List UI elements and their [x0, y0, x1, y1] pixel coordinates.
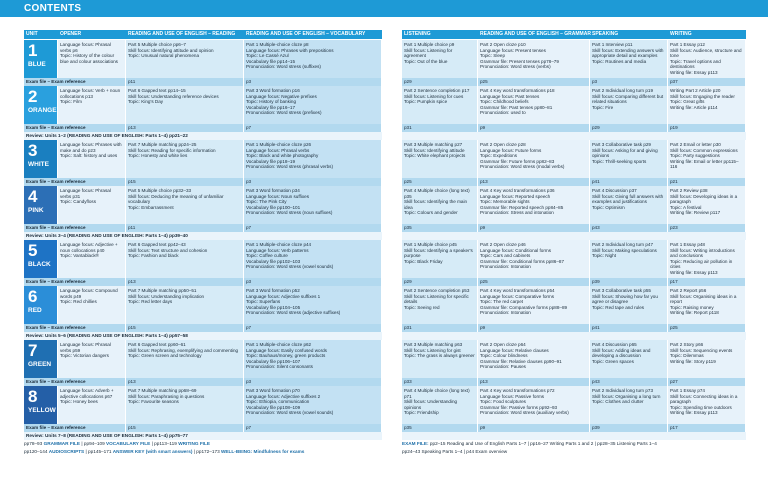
right-unit-row: [402, 386, 746, 424]
review-row: Review: Units 1–2 (READING AND USE OF ENGLISH: Parts 1–4) pp21–22: [24, 132, 382, 140]
footer-line: [24, 448, 304, 456]
unit-number: 5: [28, 241, 38, 260]
right-write-cell: Writing Part 2 Article p20 Skill focus: Engaging the reader Topic: Great gifts Writing file: Article p114: [668, 86, 745, 124]
exam-reference-page: p27: [668, 378, 745, 386]
footer-pages: | pp172–173: [192, 449, 221, 454]
right-listen-cell: Part 2 Sentence completion p17 Skill focus: Listening for cues Topic: Pumpkin spice: [402, 86, 477, 124]
left-reading-cell: Part 6 Gapped text pp14–15 Skill focus: Understanding reference devices Topic: King's Day: [126, 86, 243, 124]
right-contents-table: [402, 30, 746, 438]
exam-reference-page: p41: [590, 178, 667, 186]
exam-reference-page: p11: [126, 78, 243, 86]
right-exam-strip: [402, 324, 746, 332]
right-speak-cell: Part 3 Collaborative task p29 Skill focus: Asking for and giving opinions Topic: Thrill-seeking sports: [590, 140, 667, 178]
exam-reference-page: p3: [590, 78, 667, 86]
right-grammar-cell: Part 2 Open cloze p46 Language focus: Conditional forms Topic: Cars and cabinets Grammar file: Conditional forms pp86–87 Pronunciation: Intonation: [478, 240, 589, 278]
review-spacer: [402, 432, 746, 440]
exam-reference-page: p15: [126, 178, 243, 186]
left-header-0: UNIT: [26, 31, 38, 37]
unit-name: BLUE: [28, 61, 46, 68]
left-opener-cell: Language focus: Phrasal verbs p31 Topic: Candyfloss: [58, 186, 125, 224]
left-opener-cell: Language focus: Compound words p49 Topic: Red chillies: [58, 286, 125, 324]
right-speak-cell: Part 4 Discussion p37 Skill focus: Giving full answers with examples and justifications Topic: Optimism: [590, 186, 667, 224]
right-exam-strip: [402, 224, 746, 232]
exam-reference-page: p15: [126, 424, 243, 432]
exam-reference-page: p9: [478, 124, 589, 132]
footer-section-title: EXAM FILE:: [402, 441, 430, 446]
left-reading-cell: Part 5 Multiple choice pp6–7 Skill focus: Identifying attitude and opinion Topic: Unusual natural phenomena: [126, 40, 243, 78]
footer-left: [24, 440, 304, 456]
left-contents-table: [24, 30, 382, 438]
left-opener-cell: Language focus: Verb + noun collocations p13 Topic: Film: [58, 86, 125, 124]
footer-line: [402, 440, 657, 448]
right-unit-row: [402, 86, 746, 124]
exam-reference-page: p13: [126, 278, 243, 286]
exam-reference-page: p41: [590, 324, 667, 332]
right-header-row: [402, 30, 746, 39]
right-unit-row: [402, 286, 746, 324]
exam-reference-page: p25: [478, 78, 589, 86]
left-reading-cell: Part 7 Multiple matching pp50–51 Skill focus: Understanding implication Topic: Red letter days: [126, 286, 243, 324]
footer-pages: pp24–43 Speaking Parts 1–4 | p44 Exam overview: [402, 449, 508, 454]
footer-pages: | pp145–171: [84, 449, 113, 454]
review-spacer: [402, 232, 746, 240]
exam-reference-page: p35: [402, 424, 477, 432]
exam-reference-page: p3: [244, 78, 381, 86]
right-speak-cell: Part 1 Interview p11 Skill focus: Extending answers with appropriate detail and examples Topic: Routines and media: [590, 40, 667, 78]
exam-reference-page: p17: [668, 278, 745, 286]
right-listen-cell: Part 1 Multiple choice p9 Skill focus: Listening for agreement Topic: Out of the blue: [402, 40, 477, 78]
unit-number: 3: [28, 141, 38, 160]
left-unit-row: [24, 240, 382, 278]
footer-right: [402, 440, 657, 456]
review-spacer: [402, 332, 746, 340]
left-opener-cell: Language focus: Adverb + adjective collocations p67 Topic: Honey bees: [58, 386, 125, 424]
exam-reference-page: p43: [590, 378, 667, 386]
left-reading-cell: Part 7 Multiple matching pp68–69 Skill focus: Paraphrasing in questions Topic: Favourite seasons: [126, 386, 243, 424]
right-unit-row: [402, 186, 746, 224]
exam-reference-page: p7: [244, 224, 381, 232]
exam-reference-page: p19: [668, 124, 745, 132]
left-header-3: READING AND USE OF ENGLISH – VOCABULARY: [246, 31, 366, 37]
right-grammar-cell: Part 4 Key word transformations p54 Language focus: Comparative forms Topic: The red carpet Grammar file: Comparative forms pp88–89 Pronunciation: Intonation: [478, 286, 589, 324]
right-listen-cell: Part 2 Sentence completion p53 Skill focus: Listening for specific details Topic: Seeing red: [402, 286, 477, 324]
exam-reference-page: p9: [478, 324, 589, 332]
right-speak-cell: Part 2 Individual long turn p47 Skill focus: Making speculations Topic: Night: [590, 240, 667, 278]
exam-reference-page: p37: [668, 78, 745, 86]
right-unit-row: [402, 240, 746, 278]
left-exam-strip: [24, 324, 382, 332]
right-speak-cell: Part 4 Discussion p65 Skill focus: Adding ideas and developing a discussion Topic: Green spaces: [590, 340, 667, 378]
right-listen-cell: Part 4 Multiple choice (long text) p71 Skill focus: Understanding opinions Topic: Friendship: [402, 386, 477, 424]
exam-reference-page: p25: [402, 178, 477, 186]
unit-name: BLACK: [28, 261, 51, 268]
left-reading-cell: Part 7 Multiple matching pp24–25 Skill focus: Reading for specific information Topic: Honesty and white lies: [126, 140, 243, 178]
exam-reference-page: p9: [478, 424, 589, 432]
footer-section-title: AUDIOSCRIPTS: [48, 449, 85, 454]
exam-reference-page: p7: [244, 324, 381, 332]
right-grammar-cell: Part 2 Open cloze p28 Language focus: Future forms Topic: Expeditions Grammar file: Future forms pp82–83 Pronunciation: Word stress (modal verbs): [478, 140, 589, 178]
unit-badge: [24, 140, 57, 178]
unit-name: YELLOW: [28, 407, 56, 414]
left-vocab-cell: Part 1 Multiple-choice cloze p26 Language focus: Phrasal verbs Topic: Black and white photography Vocabulary file pp18–19 Pronunciation: Word stress (phrasal verbs): [244, 140, 381, 178]
exam-reference-page: p43: [590, 224, 667, 232]
right-header-0: LISTENING: [404, 31, 431, 37]
right-speak-cell: Part 2 Individual long turn p19 Skill focus: Comparing different but related situations Topic: Fire: [590, 86, 667, 124]
left-exam-strip: [24, 424, 382, 432]
unit-number: 1: [28, 41, 38, 60]
right-unit-row: [402, 340, 746, 378]
review-row: Review: Units 5–6 (READING AND USE OF ENGLISH: Parts 1–4) pp57–58: [24, 332, 382, 340]
contents-banner: [0, 0, 768, 17]
right-grammar-cell: Part 4 Key word transformations p72 Language focus: Passive forms Topic: Food sculptures Grammar file: Passive forms pp92–93 Pronunciation: Word stress (auxiliary verbs): [478, 386, 589, 424]
left-vocab-cell: Part 1 Multiple-choice cloze p44 Language focus: Verb patterns Topic: Coffee culture Vocabulary file pp102–103 Pronunciation: Word stress (vowel sounds): [244, 240, 381, 278]
exam-reference-page: p13: [478, 178, 589, 186]
left-unit-row: [24, 140, 382, 178]
exam-reference-label: Exam file – Exam reference: [24, 378, 125, 386]
exam-reference-page: p25: [478, 278, 589, 286]
unit-number: 7: [28, 341, 38, 360]
exam-reference-page: p31: [402, 324, 477, 332]
exam-reference-page: p13: [478, 378, 589, 386]
right-header-3: WRITING: [670, 31, 692, 37]
exam-reference-page: p13: [126, 124, 243, 132]
left-header-1: OPENER: [60, 31, 82, 37]
left-unit-row: [24, 340, 382, 378]
unit-name: WHITE: [28, 161, 49, 168]
left-vocab-cell: Part 1 Multiple-choice cloze p62 Language focus: Easily confused words Topic: Bauhaus/money, green products Vocabulary file pp106–107 Pronunciation: Silent consonants: [244, 340, 381, 378]
left-opener-cell: Language focus: Phrasal verbs p59 Topic: Victorian dangers: [58, 340, 125, 378]
exam-reference-page: p31: [402, 124, 477, 132]
review-row: Review: Units 3–4 (READING AND USE OF ENGLISH: Parts 1–4) pp39–40: [24, 232, 382, 240]
unit-badge: [24, 40, 57, 78]
unit-badge: [24, 386, 57, 424]
left-vocab-cell: Part 3 Word formation p16 Language focus: Negative prefixes Topic: History of banking Vocabulary file pp16–17 Pronunciation: Word stress (prefixes): [244, 86, 381, 124]
exam-reference-page: p39: [590, 424, 667, 432]
exam-reference-label: Exam file – Exam reference: [24, 124, 125, 132]
unit-name: PINK: [28, 207, 44, 214]
exam-reference-page: p7: [244, 424, 381, 432]
right-speak-cell: Part 3 Collaborative task p55 Skill focus: Showing how far you agree or disagree Topic: Red tape and rules: [590, 286, 667, 324]
exam-reference-page: p33: [402, 378, 477, 386]
left-opener-cell: Language focus: Adjective + noun collocations p40 Topic: Vantablack®: [58, 240, 125, 278]
left-unit-row: [24, 286, 382, 324]
unit-number: 2: [28, 87, 38, 106]
footer-section-title: WELL-BEING: Mindfulness for exams: [221, 449, 305, 454]
left-vocab-cell: Part 1 Multiple-choice cloze p8 Language focus: Phrases with prepositions Topic: Le Cassé Azul Vocabulary file pp14–15 Pronunciation: Word stress (suffixes): [244, 40, 381, 78]
left-reading-cell: Part 6 Gapped text pp60–61 Skill focus: Rephrasing, exemplifying and commenting Topic: Green screen and technology: [126, 340, 243, 378]
right-write-cell: Part 2 Story p66 Skill focus: Sequencing events Topic: Dilemmas Writing file: Story p119: [668, 340, 745, 378]
left-unit-row: [24, 86, 382, 124]
right-write-cell: Part 1 Essay p48 Skill focus: Writing introductions and conclusions Topic: Reducing air pollution in cities Writing file: Essay p113: [668, 240, 745, 278]
exam-reference-page: p7: [244, 124, 381, 132]
left-unit-row: [24, 40, 382, 78]
left-exam-strip: [24, 224, 382, 232]
right-unit-row: [402, 140, 746, 178]
footer-section-title: ANSWER KEY (with smart answers): [112, 449, 193, 454]
exam-reference-label: Exam file – Exam reference: [24, 178, 125, 186]
left-vocab-cell: Part 3 Word formation p52 Language focus: Adjective suffixes 1 Topic: Superfans Vocabulary file pp104–105 Pronunciation: Word stress (adjective suffixes): [244, 286, 381, 324]
footer-section-title: WRITING FILE: [178, 441, 210, 446]
exam-reference-page: p35: [402, 224, 477, 232]
footer-line: [24, 440, 304, 448]
unit-number: 6: [28, 287, 38, 306]
unit-badge: [24, 240, 57, 278]
unit-badge: [24, 286, 57, 324]
footer-section-title: GRAMMAR FILE: [43, 441, 81, 446]
exam-reference-label: Exam file – Exam reference: [24, 278, 125, 286]
exam-reference-label: Exam file – Exam reference: [24, 324, 125, 332]
right-exam-strip: [402, 124, 746, 132]
right-unit-row: [402, 40, 746, 78]
right-grammar-cell: Part 4 Key word transformations p18 Language focus: Past tenses Topic: Childhood beliefs Grammar file: Past tenses pp80–81 Pronunciation: used to: [478, 86, 589, 124]
unit-name: RED: [28, 307, 42, 314]
right-listen-cell: Part 3 Multiple matching p27 Skill focus: Identifying attitude Topic: White elephant projects: [402, 140, 477, 178]
exam-reference-page: p9: [478, 224, 589, 232]
exam-reference-page: p15: [126, 324, 243, 332]
unit-badge: [24, 186, 57, 224]
left-vocab-cell: Part 3 Word formation p70 Language focus: Adjective suffixes 2 Topic: Ethiopia, communication Vocabulary file pp108–109 Pronunciation: Word stress (vowel sounds): [244, 386, 381, 424]
footer-pages: pp2–15 Reading and Use of English Parts 1–7 | pp16–27 Writing Parts 1 and 2 | pp28–35 Listening Parts 1–4: [429, 441, 657, 446]
right-grammar-cell: Part 4 Key word transformations p36 Language focus: Reported speech Topic: Memorable sights Grammar file: Reported speech pp84–85 Pronunciation: Stress and intonation: [478, 186, 589, 224]
exam-reference-page: p29: [402, 78, 477, 86]
right-write-cell: Part 1 Essay p12 Skill focus: Audience, structure and tone Topic: Travel options and destinations Writing file: Essay p113: [668, 40, 745, 78]
exam-reference-label: Exam file – Exam reference: [24, 224, 125, 232]
left-opener-cell: Language focus: Phrases with make and do p23 Topic: Salt: history and uses: [58, 140, 125, 178]
exam-reference-page: p39: [590, 278, 667, 286]
left-header-2: READING AND USE OF ENGLISH – READING: [128, 31, 236, 37]
exam-reference-page: p3: [244, 278, 381, 286]
review-row: Review: Units 7–8 (READING AND USE OF ENGLISH: Parts 1–4) pp75–77: [24, 432, 382, 440]
left-reading-cell: Part 5 Multiple choice pp32–33 Skill focus: Deducing the meaning of unfamiliar vocabulary Topic: Embarrassment: [126, 186, 243, 224]
right-exam-strip: [402, 378, 746, 386]
right-grammar-cell: Part 2 Open cloze p64 Language focus: Relative clauses Topic: Colour blindness Grammar file: Relative clauses pp90–91 Pronunciation: Pauses: [478, 340, 589, 378]
exam-reference-page: p17: [668, 424, 745, 432]
left-header-row: [24, 30, 382, 39]
exam-reference-page: p3: [244, 378, 381, 386]
footer-pages: pp78–93: [24, 441, 44, 446]
right-listen-cell: Part 1 Multiple choice p45 Skill focus: Identifying a speaker's purpose Topic: Black Friday: [402, 240, 477, 278]
right-listen-cell: Part 3 Multiple matching p63 Skill focus: Listening for gist Topic: The grass is always greener: [402, 340, 477, 378]
unit-badge: [24, 340, 57, 378]
review-spacer: [402, 132, 746, 140]
right-header-2: SPEAKING: [592, 31, 619, 37]
left-vocab-cell: Part 3 Word formation p34 Language focus: Noun suffixes Topic: The Pink City Vocabulary file pp100–101 Pronunciation: Word stress (noun suffixes): [244, 186, 381, 224]
exam-reference-page: p13: [126, 378, 243, 386]
exam-reference-label: Exam file – Exam reference: [24, 78, 125, 86]
unit-number: 4: [28, 187, 38, 206]
left-exam-strip: [24, 124, 382, 132]
exam-reference-page: p29: [402, 278, 477, 286]
left-opener-cell: Language focus: Phrasal verbs p6 Topic: History of the colour blue and colour associations: [58, 40, 125, 78]
exam-reference-page: p23: [668, 224, 745, 232]
right-exam-strip: [402, 278, 746, 286]
right-exam-strip: [402, 424, 746, 432]
exam-reference-page: p25: [668, 324, 745, 332]
footer-pages: pp120–144: [24, 449, 49, 454]
footer-line: [402, 448, 657, 456]
right-speak-cell: Part 2 Individual long turn p73 Skill focus: Organising a long turn Topic: Clothes and clutter: [590, 386, 667, 424]
right-listen-cell: Part 4 Multiple choice (long text) p35 Skill focus: Identifying the main idea Topic: Colours and gender: [402, 186, 477, 224]
left-reading-cell: Part 6 Gapped text pp42–43 Skill focus: Text structure and cohesion Topic: Fashion and black: [126, 240, 243, 278]
exam-reference-page: p11: [126, 224, 243, 232]
left-unit-row: [24, 386, 382, 424]
right-grammar-cell: Part 2 Open cloze p10 Language focus: Present tenses Topic: Sleep Grammar file: Present tenses pp78–79 Pronunciation: Word stress (verbs): [478, 40, 589, 78]
right-write-cell: Part 2 Email or letter p30 Skill focus: Common expressions Topic: Party suggestions Writing file: Email or letter pp115–116: [668, 140, 745, 178]
right-write-cell: Part 1 Essay p74 Skill focus: Connecting ideas in a paragraph Topic: Spending time outdoors Writing file: Essay p113: [668, 386, 745, 424]
unit-name: ORANGE: [28, 107, 57, 114]
left-exam-strip: [24, 78, 382, 86]
exam-reference-label: Exam file – Exam reference: [24, 424, 125, 432]
footer-pages: | pp94–109: [80, 441, 107, 446]
unit-number: 8: [28, 387, 38, 406]
page-title: CONTENTS: [24, 3, 82, 14]
right-exam-strip: [402, 178, 746, 186]
footer-pages: | pp113–119: [150, 441, 179, 446]
right-write-cell: Part 2 Report p56 Skill focus: Organising ideas in a report Topic: Raising money Writing file: Report p118: [668, 286, 745, 324]
right-write-cell: Part 2 Review p38 Skill focus: Developing ideas in a paragraph Topic: A festival Writing file: Review p117: [668, 186, 745, 224]
unit-name: GREEN: [28, 361, 52, 368]
right-exam-strip: [402, 78, 746, 86]
exam-reference-page: p3: [244, 178, 381, 186]
left-exam-strip: [24, 278, 382, 286]
exam-reference-page: p21: [668, 178, 745, 186]
exam-reference-page: p29: [590, 124, 667, 132]
unit-badge: [24, 86, 57, 124]
left-exam-strip: [24, 378, 382, 386]
right-header-1: READING AND USE OF ENGLISH – GRAMMAR: [480, 31, 591, 37]
footer-section-title: VOCABULARY FILE: [106, 441, 151, 446]
left-unit-row: [24, 186, 382, 224]
left-exam-strip: [24, 178, 382, 186]
